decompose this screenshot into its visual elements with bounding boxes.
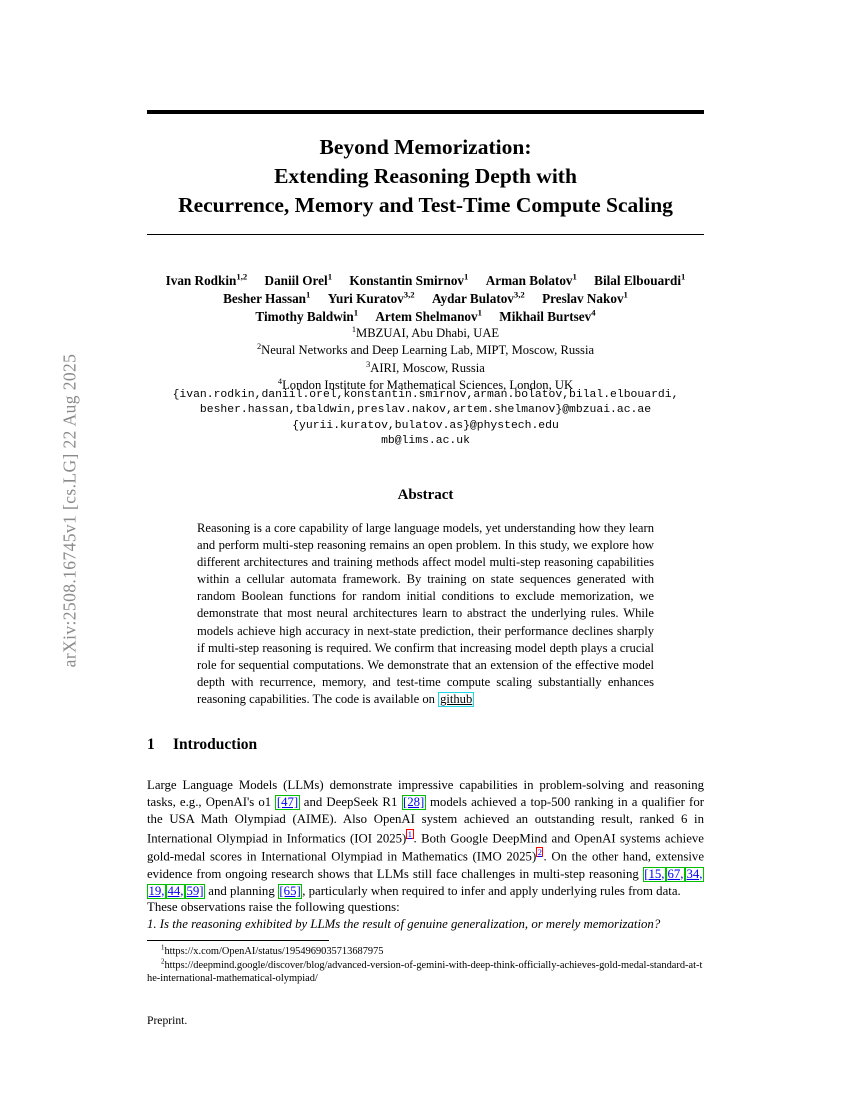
affiliation-item (147, 360, 704, 377)
author-affil-sup: 3,2 (403, 289, 415, 300)
affiliation-text: MBZUAI, Abu Dhabi, UAE (356, 326, 500, 340)
affiliation-sup: 3 (366, 359, 371, 369)
citation-19[interactable]: 19, (148, 883, 165, 898)
author-affil-sup: 1 (464, 271, 469, 282)
author: Aydar Bulatov$^{3,2}$ (431, 289, 525, 306)
paragraph-text: models achieved a top-500 ranking in a qualifier for the USA Math Olympiad (AIME). Also OpenAI system achieved an outstanding result, ranked 6 in International Olympiad in Informatics (IOI 2025) (147, 795, 704, 845)
footnote-marker-2[interactable]: 2 (537, 847, 542, 858)
citation-34[interactable]: 34, (686, 866, 703, 881)
author-affil-sup: 1 (572, 271, 577, 282)
github-link[interactable]: github (440, 691, 473, 706)
title-line-2: Extending Reasoning Depth with (274, 164, 577, 188)
affiliation-item (147, 325, 704, 342)
author: Timothy Baldwin$^1$ (255, 307, 359, 324)
footnote-separator (147, 940, 329, 941)
title-line-1: Beyond Memorization: (319, 135, 532, 159)
author-row-2 (147, 290, 704, 308)
footnote-item (147, 959, 704, 986)
author-affil-sup: 1 (681, 271, 686, 282)
footnote-url[interactable]: https://deepmind.google/discover/blog/advanced-version-of-gemini-with-deep-think-officially-achieves-gold-medal-standard-at-the-international-mathematical-olympiad/ (147, 959, 703, 985)
footnote-sup: 2 (161, 958, 165, 966)
paragraph-text: , particularly when required to infer and apply underlying rules from data. (302, 883, 681, 898)
title-rule-thin (147, 234, 704, 235)
paragraph-text: Large Language Models (LLMs) demonstrate impressive capabilities in problem-solving and reasoning tasks, e.g., OpenAI's o1 (147, 778, 704, 810)
citation-65[interactable]: [65] (279, 883, 301, 898)
section-number: 1 (147, 736, 155, 753)
author: Konstantin Smirnov$^1$ (349, 271, 469, 288)
section-heading (147, 736, 704, 754)
section-title: Introduction (173, 736, 258, 753)
page-footer: Preprint. (147, 1014, 188, 1027)
citation-15[interactable]: [15, (644, 866, 665, 881)
email-line: mb@lims.ac.uk (381, 434, 470, 447)
page-title (147, 133, 704, 220)
citation-47[interactable]: [47] (276, 795, 299, 810)
abstract-text: Reasoning is a core capability of large language models, yet understanding how they learn and perform multi-step reasoning remains an open problem. In this study, we explore how different architectures and training methods affect model multi-step reasoning capabilities within a cellular automata framework. By training on state sequences generated with random Boolean functions for random initial conditions to exclude memorization, we demonstrate that most neural architectures learn to abstract the underlying rules. While models achieve high accuracy in next-state prediction, their performance declines sharply if multi-step reasoning is required. We confirm that increasing model depth plays a crucial role for sequential computations. We demonstrate that an extension of the effective model depth with recurrence, memory, and test-time compute scaling substantially enhances reasoning capabilities. The code is available on (197, 521, 654, 706)
abstract-heading: Abstract (397, 487, 454, 503)
author-row-1 (147, 272, 704, 290)
arxiv-stamp-text: arXiv:2508.16745v1 [cs.LG] 22 Aug 2025 (59, 353, 80, 668)
observations-paragraph (147, 899, 704, 933)
author: Daniil Orel$^1$ (264, 271, 333, 288)
author-affil-sup: 1 (327, 271, 333, 282)
author-row-3 (147, 308, 704, 326)
affiliation-list (147, 325, 704, 395)
title-line-3: Recurrence, Memory and Test-Time Compute Scaling (178, 193, 673, 217)
paragraph-text: and DeepSeek R1 (299, 795, 402, 810)
author-affil-sup: 1,2 (236, 271, 248, 282)
author-affil-sup: 3,2 (513, 289, 525, 300)
paragraph-text: . On the other hand, extensive evidence from ongoing research shows that LLMs still face challenges in multi-step reasoning (147, 849, 704, 881)
observations-text: These observations raise the following questions: (147, 900, 400, 914)
author-list (147, 272, 704, 326)
paragraph-text: . Both Google DeepMind and OpenAI systems achieve gold-medal scores in International Olympiad in Mathematics (IMO 2025) (147, 830, 704, 864)
affiliation-sup: 4 (277, 377, 283, 387)
footnote-sup: 1 (161, 944, 165, 952)
affiliation-sup: 1 (351, 324, 357, 334)
email-line: {ivan.rodkin,daniil.orel,konstantin.smirnov,arman.bolatov,bilal.elbouardi, (172, 389, 679, 401)
email-line: {yurii.kuratov,bulatov.as}@phystech.edu (292, 419, 559, 432)
citation-59[interactable]: 59] (186, 883, 204, 898)
author: Arman Bolatov$^1$ (485, 271, 577, 288)
arxiv-stamp (0, 0, 130, 1100)
author: Artem Shelmanov$^1$ (375, 307, 482, 324)
header-rule-thick (147, 110, 704, 114)
footnote-list (147, 945, 704, 986)
affiliation-item (147, 342, 704, 359)
author-affil-sup: 4 (591, 307, 596, 318)
affiliation-text: AIRI, Moscow, Russia (370, 360, 485, 375)
author: Preslav Nakov$^1$ (542, 289, 628, 306)
intro-paragraph (147, 777, 704, 900)
footnote-url[interactable]: https://x.com/OpenAI/status/1954969035713687975 (164, 946, 384, 957)
citation-28[interactable]: [28] (403, 795, 425, 810)
research-question-1: 1. Is the reasoning exhibited by LLMs the result of genuine generalization, or merely memorization? (147, 917, 661, 932)
paper-page (147, 0, 704, 1100)
author: Mikhail Burtsev$^4$ (499, 307, 596, 324)
email-block (147, 388, 704, 449)
author: Besher Hassan$^1$ (223, 289, 311, 306)
paragraph-text: and planning (205, 883, 278, 898)
author-affil-sup: 1 (353, 307, 359, 318)
affiliation-sup: 2 (256, 342, 262, 352)
author: Ivan Rodkin$^{1,2}$ (165, 271, 248, 288)
email-line: besher.hassan,tbaldwin,preslav.nakov,artem.shelmanov}@mbzuai.ac.ae (199, 404, 652, 417)
affiliation-text: London Institute for Mathematical Sciences, London, UK (282, 378, 574, 393)
footnote-item (147, 945, 704, 959)
author-affil-sup: 1 (623, 289, 628, 300)
affiliation-text: Neural Networks and Deep Learning Lab, MIPT, Moscow, Russia (261, 343, 595, 358)
author-affil-sup: 1 (306, 289, 311, 300)
author-affil-sup: 1 (477, 307, 482, 318)
citation-67[interactable]: 67, (667, 866, 684, 881)
abstract-body (197, 520, 654, 708)
author: Bilal Elbouardi$^1$ (594, 271, 686, 288)
footnote-marker-1[interactable]: 1 (407, 828, 413, 839)
citation-44[interactable]: 44, (167, 883, 184, 898)
author: Yuri Kuratov$^{3,2}$ (327, 289, 415, 306)
